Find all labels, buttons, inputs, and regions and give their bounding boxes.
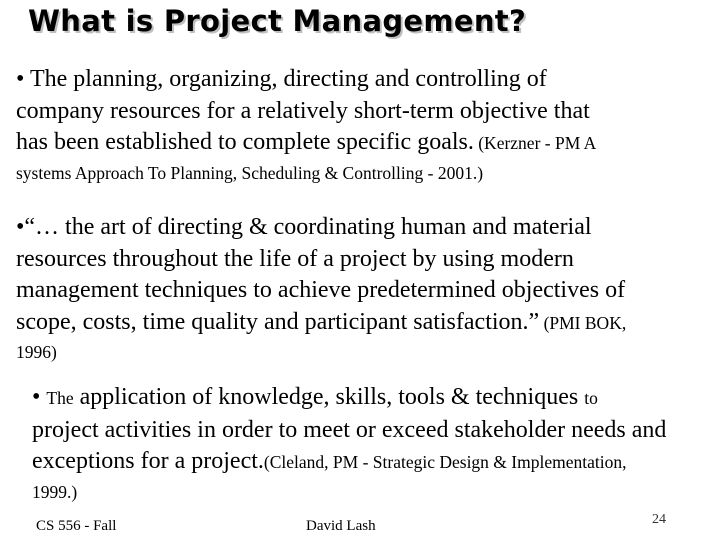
- bullet-2-line-2: resources throughout the life of a project by using modern: [16, 245, 574, 272]
- footer-author: David Lash: [306, 518, 376, 534]
- bullet-2-citation: 1996): [16, 342, 57, 362]
- bullet-3-bullet: •: [32, 384, 47, 410]
- bullet-1-citation-inline: (Kerzner - PM A: [473, 133, 597, 153]
- bullet-3-citation: 1999.): [32, 481, 78, 502]
- bullet-1-line-3: [16, 127, 596, 160]
- bullet-1-line-3-text: has been established to complete specific goals.: [16, 129, 474, 155]
- bullet-1-line-2: company resources for a relatively short-term objective that: [16, 97, 590, 124]
- bullet-3-line-2: project activities in order to meet or exceed stakeholder needs and: [32, 416, 667, 443]
- bullet-3-line-3-text: exceptions for a project.: [32, 448, 264, 474]
- footer-course: CS 556 - Fall: [36, 518, 117, 534]
- bullet-3-line-1: [32, 382, 666, 415]
- bullet-1: [16, 64, 596, 186]
- bullet-2-line-4: [16, 307, 626, 340]
- bullet-1-line-1: • The planning, organizing, directing and controlling of: [16, 66, 547, 92]
- slide-title: What is Project Management?: [28, 4, 527, 38]
- slide-number: 24: [652, 512, 666, 527]
- bullet-2-line-3: management techniques to achieve predetermined objectives of: [16, 277, 626, 303]
- bullet-3-citation-inline: (Cleland, PM - Strategic Design & Implementation,: [263, 452, 627, 472]
- bullet-1-citation: systems Approach To Planning, Scheduling & Controlling - 2001.): [16, 162, 484, 183]
- bullet-2-line-1: •“… the art of directing & coordinating human and material: [16, 214, 592, 240]
- bullet-3: [32, 382, 666, 505]
- bullet-3-prefix-small: The: [46, 388, 74, 408]
- bullet-3-line-1-text: application of knowledge, skills, tools & techniques: [73, 384, 585, 410]
- bullet-2: [16, 212, 626, 365]
- bullet-3-line-3: [32, 446, 666, 479]
- bullet-2-line-4-text: scope, costs, time quality and participant satisfaction.”: [16, 308, 540, 335]
- bullet-2-citation-inline: (PMI BOK,: [539, 312, 627, 333]
- bullet-3-line-1-tail: to: [584, 388, 598, 408]
